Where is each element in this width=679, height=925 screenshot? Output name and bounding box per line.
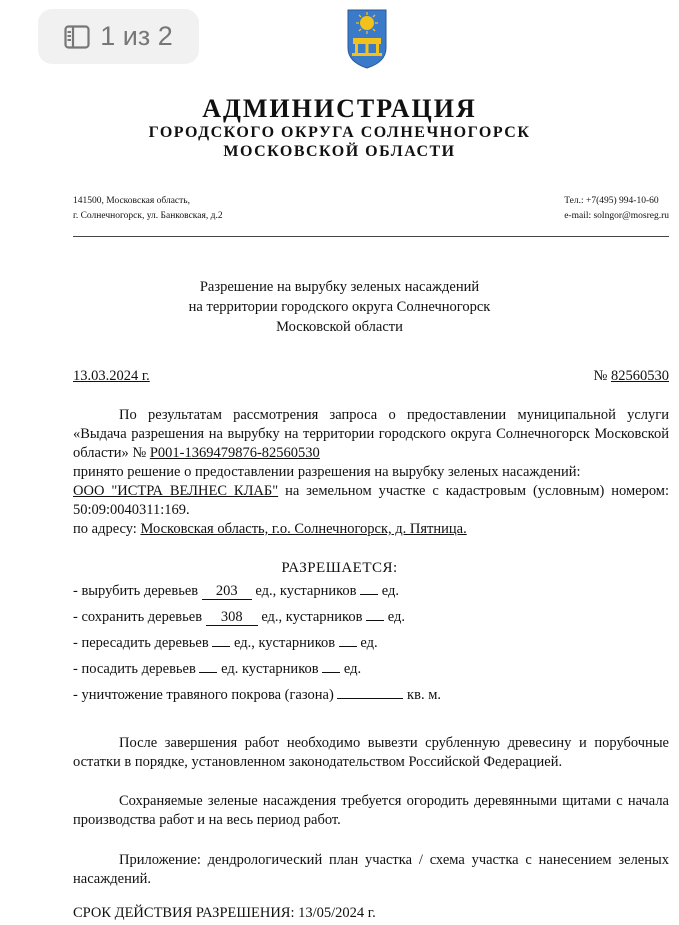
header-divider: [73, 236, 669, 237]
resolution-item-lawn: [73, 687, 441, 704]
title-line-2: на территории городского округа Солнечногорск: [188, 299, 491, 315]
coat-of-arms-emblem: [345, 8, 389, 70]
lawn-unit: кв. м.: [403, 687, 441, 703]
trees-keep-value: 308: [206, 610, 258, 626]
title-line-1: Разрешение на вырубку зеленых насаждений: [199, 279, 480, 295]
item-unit: ед.: [356, 635, 378, 651]
page-indicator-text: 1 из 2: [100, 21, 173, 51]
document-number: [594, 368, 669, 385]
decision-text: принято решение о предоставлении разрешения на вырубку зеленых насаждений:: [73, 464, 581, 480]
company-name: ООО "ИСТРА ВЕЛНЕС КЛАБ": [73, 483, 279, 499]
shrubs-blank: [360, 594, 378, 595]
trees-blank: [212, 646, 230, 647]
shrubs-blank: [339, 646, 357, 647]
item-label: - пересадить деревьев: [73, 635, 213, 651]
item-label: ед., кустарников: [257, 609, 367, 625]
email: e-mail: solngor@mosreg.ru: [564, 211, 669, 221]
number-prefix: №: [593, 368, 608, 384]
item-label: ед., кустарников: [230, 635, 339, 651]
cadastral-text: на земельном участке с кадастровым (условным) номером: 50:09:0040311:169.: [73, 483, 669, 518]
item-label: - вырубить деревьев: [73, 583, 202, 599]
decision-paragraph: [73, 406, 669, 539]
lawn-blank: [337, 698, 403, 699]
resolution-item-keep: [73, 609, 405, 626]
address-line-2: г. Солнечногорск, ул. Банковская, д.2: [73, 211, 223, 221]
resolution-heading: РАЗРЕШАЕТСЯ:: [281, 560, 398, 576]
item-label: - посадить деревьев: [73, 661, 200, 677]
trees-blank: [199, 672, 217, 673]
resolution-item-transplant: [73, 635, 378, 652]
item-unit: ед.: [340, 661, 362, 677]
address-label: по адресу:: [73, 521, 141, 537]
document-date: 13.03.2024 г.: [73, 368, 150, 384]
title-line-3: Московской области: [276, 319, 403, 335]
request-number: Р001-1369479876-82560530: [149, 445, 320, 461]
shrubs-blank: [366, 620, 384, 621]
sidebar-icon: [64, 25, 90, 49]
page-indicator[interactable]: [38, 9, 199, 64]
appendix-paragraph: Приложение: дендрологический план участка / схема участка с нанесением зеленых насаждений.: [73, 852, 669, 887]
item-unit: ед.: [384, 609, 405, 625]
item-label: ед. кустарников: [217, 661, 323, 677]
resolution-item-plant: [73, 661, 361, 678]
trees-cut-value: 203: [202, 584, 252, 600]
header-title: АДМИНИСТРАЦИЯ: [202, 94, 477, 123]
address-value: Московская область, г.о. Солнечногорск, д. Пятница.: [140, 521, 467, 537]
removal-paragraph: После завершения работ необходимо вывезти срубленную древесину и порубочные остатки в порядке, установленном законодательством Российской Федерацией.: [73, 735, 669, 770]
item-label: ед., кустарников: [251, 583, 361, 599]
lawn-label: - уничтожение травяного покрова (газона): [73, 687, 338, 703]
contact-info: [564, 194, 669, 224]
postal-address: [73, 194, 223, 224]
resolution-item-cut: [73, 583, 399, 600]
phone: Тел.: +7(495) 994-10-60: [564, 196, 659, 206]
item-unit: ед.: [378, 583, 400, 599]
header-subtitle-district: ГОРОДСКОГО ОКРУГА СОЛНЕЧНОГОРСК: [148, 124, 531, 141]
fence-paragraph: Сохраняемые зеленые насаждения требуется огородить деревянными щитами с начала производства работ и на весь период работ.: [73, 793, 669, 828]
shrubs-blank: [322, 672, 340, 673]
validity-period: СРОК ДЕЙСТВИЯ РАЗРЕШЕНИЯ: 13/05/2024 г.: [73, 905, 376, 921]
address-line-1: 141500, Московская область,: [73, 196, 191, 206]
item-label: - сохранить деревьев: [73, 609, 206, 625]
header-subtitle-region: МОСКОВСКОЙ ОБЛАСТИ: [223, 143, 456, 160]
number-value: 82560530: [611, 368, 669, 384]
request-text: По результатам рассмотрения запроса о предоставлении муниципальной услуги «Выдача разрешения на вырубку на территории городского округа Солнечногорск Московской области» №: [73, 407, 669, 461]
document-title: [0, 277, 679, 337]
